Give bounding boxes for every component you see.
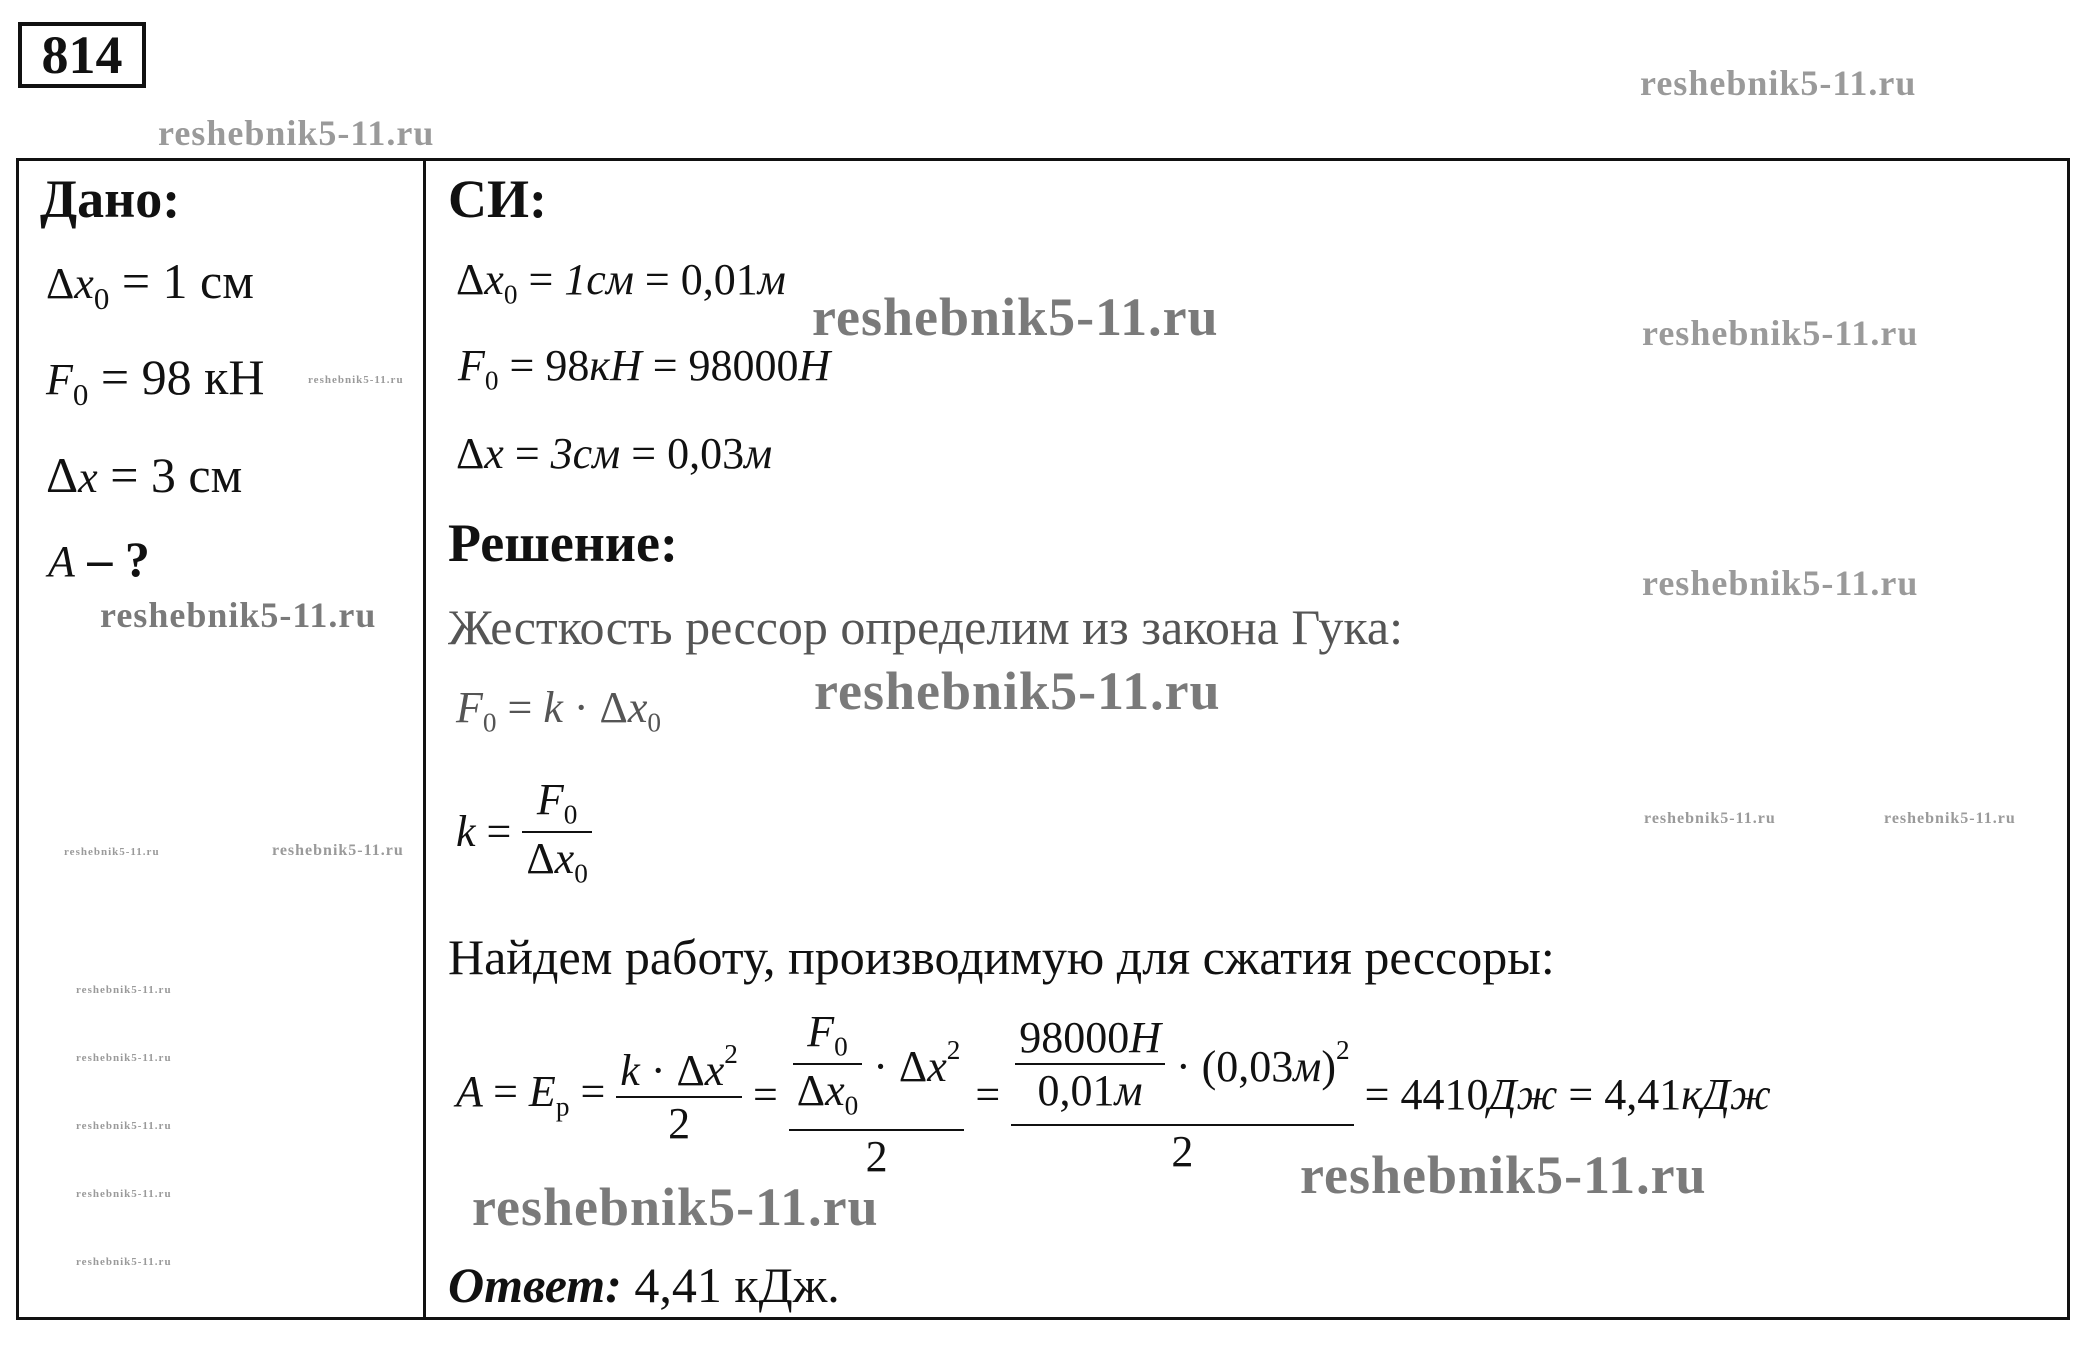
watermark: reshebnik5-11.ru [1642,563,1919,603]
given-line: Δx = 3 см [46,447,243,503]
watermark: reshebnik5-11.ru [158,113,435,153]
solution-text: Найдем работу, производимую для сжатия рессоры: [448,929,1555,985]
si-line: $F_0 = 98кН = 98000Н$ [458,341,831,396]
watermark: reshebnik5-11.ru [76,1120,172,1132]
solution-text: Жесткость рессор определим из закона Гука: [448,599,1403,655]
watermark: reshebnik5-11.ru [76,1052,172,1064]
watermark: reshebnik5-11.ru [1640,63,1917,103]
watermark: reshebnik5-11.ru [272,842,404,859]
watermark: reshebnik5-11.ru [76,1256,172,1268]
watermark: reshebnik5-11.ru [812,287,1219,347]
stiffness-fraction: $\frac{F_0}{\Delta x_0}$ [522,774,591,889]
watermark: reshebnik5-11.ru [814,661,1221,721]
given-header: Дано: [40,169,181,229]
watermark: reshebnik5-11.ru [1884,810,2016,827]
watermark: reshebnik5-11.ru [308,374,404,386]
si-header: СИ: [448,169,547,229]
problem-number: 814 [18,22,146,88]
given-line: $\Delta x_0 = 1$ см [46,253,254,316]
answer-label: Ответ: [448,1257,622,1313]
watermark: reshebnik5-11.ru [1300,1145,1707,1205]
watermark: reshebnik5-11.ru [76,1188,172,1200]
given-line: $F_0 = 98$ кН [46,349,265,412]
hooke-equation: $F_0 = k \cdot \Delta x_0$ [456,683,662,738]
work-fraction-2: $\frac{F_0}{\Delta x_0}$ · $\Delta x^2$ 2 [789,1006,965,1182]
si-line: Δx = 3см = 0,03м [456,429,773,478]
work-fraction-1: $\frac{k \cdot \Delta x^2}{2}$ [616,1039,742,1149]
answer-line [448,1256,840,1314]
stiffness-equation: k = $\frac{F_0}{\Delta x_0}$ [456,774,592,889]
watermark: reshebnik5-11.ru [472,1177,879,1237]
watermark: reshebnik5-11.ru [100,595,377,635]
work-equation: $A = E_p$ = $\frac{k \cdot \Delta x^2}{2}$ = $\frac{F_0}{\Delta x_0}$ · $\Delta x^2$ 2 = $\frac{98000Н}{0,01м}$ · $(0,03м)^2$ 2 = 4410Дж = 4,41кДж [456,1007,1771,1182]
watermark: reshebnik5-11.ru [64,846,160,858]
watermark: reshebnik5-11.ru [76,984,172,996]
solution-header: Решение: [448,513,678,573]
column-divider [423,158,426,1320]
watermark: reshebnik5-11.ru [1644,810,1776,827]
answer-value: 4,41 кДж. [634,1257,840,1313]
work-fraction-3: $\frac{98000Н}{0,01м}$ · $(0,03м)^2$ 2 [1011,1012,1353,1177]
watermark: reshebnik5-11.ru [1642,313,1919,353]
given-line: A – ? [48,531,150,587]
si-line: $\Delta x_0 = 1см = 0,01м$ [456,255,786,310]
